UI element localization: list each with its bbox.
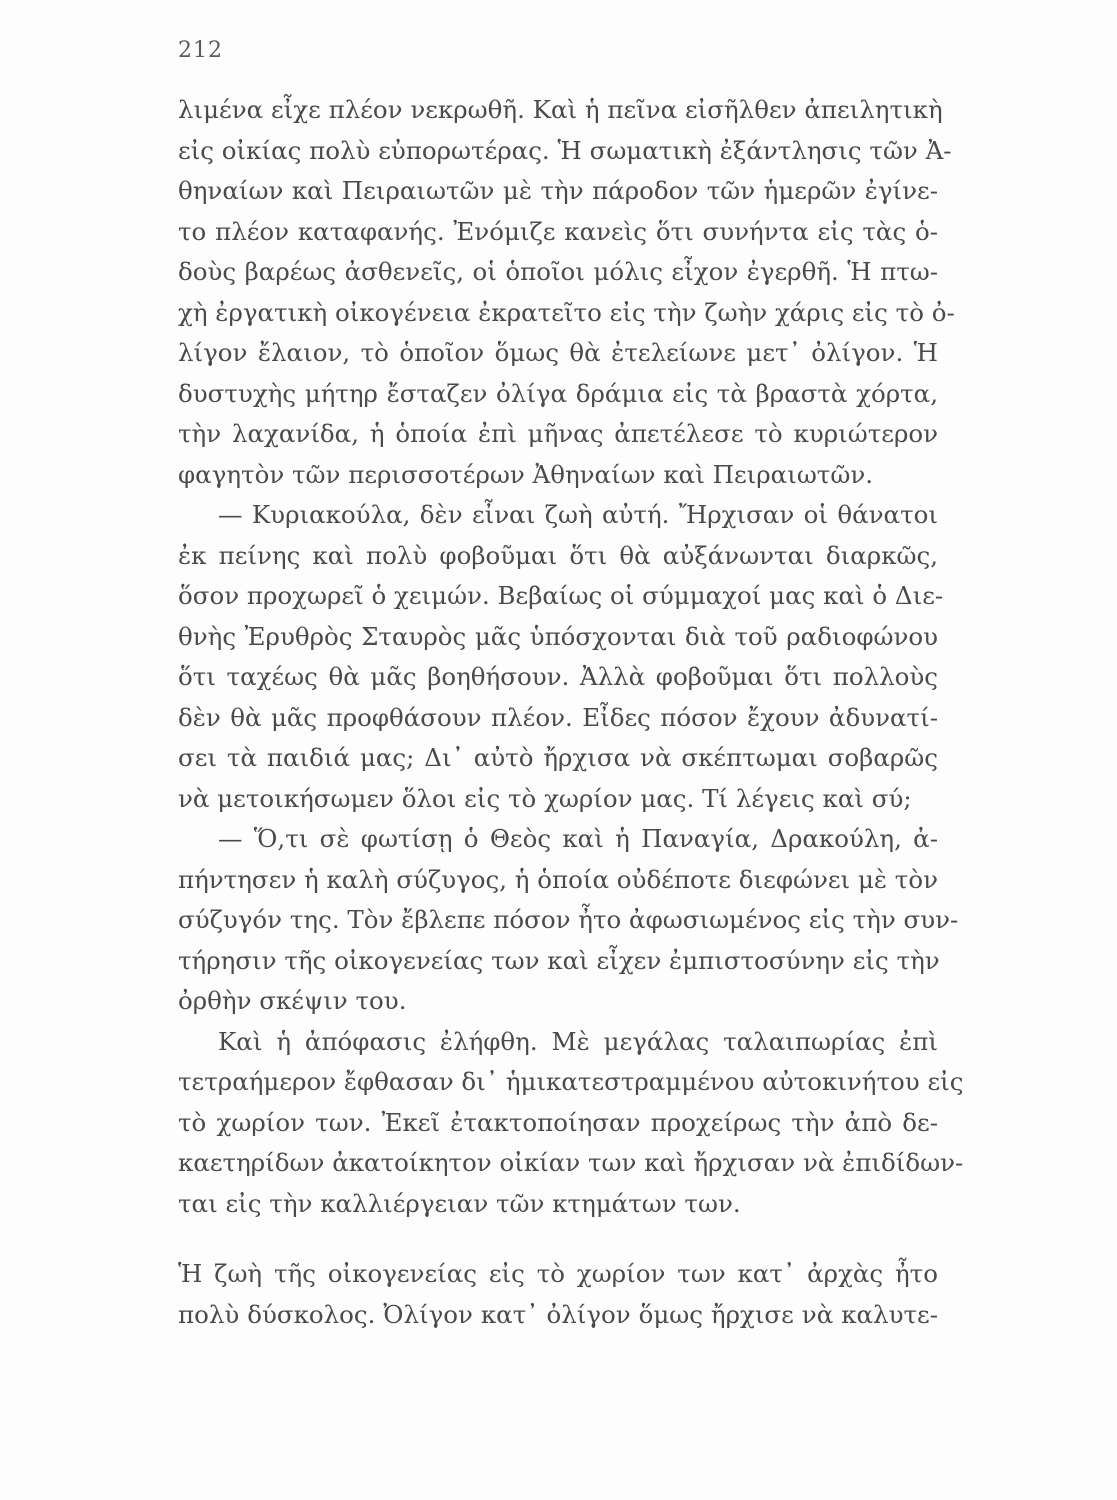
text-line: τὸ χωρίον των. Ἐκεῖ ἐτακτοποίησαν προχείρως τὴν ἀπὸ δε-: [178, 1107, 938, 1137]
text-line: δὲν θὰ μᾶς προφθάσουν πλέον. Εἶδες πόσον ἔχουν ἀδυνατί-: [178, 702, 938, 732]
text-line: πολὺ δύσκολος. Ὀλίγον κατ᾽ ὀλίγον ὅμως ἤρχισε νὰ καλυτε-: [178, 1299, 938, 1329]
text-line: εἰς οἰκίας πολὺ εὐπορωτέρας. Ἡ σωματικὴ ἐξάντλησις τῶν Ἀ-: [178, 135, 952, 165]
text-line: Ἡ ζωὴ τῆς οἰκογενείας εἰς τὸ χωρίον των κατ᾽ ἀρχὰς ἦτο: [178, 1259, 938, 1288]
text-line: ται εἰς τὴν καλλιέργειαν τῶν κτημάτων των.: [178, 1188, 741, 1218]
text-line: νὰ μετοικήσωμεν ὅλοι εἰς τὸ χωρίον μας. Τί λέγεις καὶ σύ;: [178, 783, 912, 813]
text-line: θηναίων καὶ Πειραιωτῶν μὲ τὴν πάροδον τῶν ἡμερῶν ἐγίνε-: [178, 176, 938, 205]
text-line: τήρησιν τῆς οἰκογενείας των καὶ εἶχεν ἐμπιστοσύνην εἰς τὴν: [178, 945, 940, 975]
text-line: τὴν λαχανίδα, ἡ ὁποία ἐπὶ μῆνας ἀπετέλεσε τὸ κυριώτερον: [178, 419, 938, 448]
text-line: φαγητὸν τῶν περισσοτέρων Ἀθηναίων καὶ Πειραιωτῶν.: [178, 459, 874, 489]
text-line: ὅτι ταχέως θὰ μᾶς βοηθήσουν. Ἀλλὰ φοβοῦμαι ὅτι πολλοὺς: [178, 662, 938, 691]
text-line: ὀρθὴν σκέψιν του.: [178, 986, 407, 1015]
page-number: 212: [178, 38, 223, 63]
text-line: καετηρίδων ἀκατοίκητον οἰκίαν των καὶ ἤρχισαν νὰ ἐπιδίδων-: [178, 1148, 964, 1177]
paragraph-gap: [178, 1224, 938, 1254]
text-line: ὅσον προχωρεῖ ὁ χειμών. Βεβαίως οἱ σύμμαχοί μας καὶ ὁ Διε-: [178, 581, 944, 610]
text-line: δυστυχὴς μήτηρ ἔσταζεν ὀλίγα δράμια εἰς τὰ βραστὰ χόρτα,: [178, 378, 938, 408]
text-line: πήντησεν ἡ καλὴ σύζυγος, ἡ ὁποία οὐδέποτε διεφώνει μὲ τὸν: [178, 864, 939, 894]
text-line: τετραήμερον ἔφθασαν δι᾽ ἡμικατεστραμμένου αὐτοκινήτου εἰς: [178, 1067, 964, 1096]
text-line: το πλέον καταφανής. Ἐνόμιζε κανεὶς ὅτι συνήντα εἰς τὰς ὁ-: [178, 216, 938, 246]
body-text: [178, 90, 964, 1335]
text-line: — Ὅ,τι σὲ φωτίσῃ ὁ Θεὸς καὶ ἡ Παναγία, Δρακούλη, ἀ-: [218, 824, 938, 853]
text-line: δοὺς βαρέως ἀσθενεῖς, οἱ ὁποῖοι μόλις εἶχον ἐγερθῆ. Ἡ πτω-: [178, 257, 938, 286]
text-line: Καὶ ἡ ἀπόφασις ἐλήφθη. Μὲ μεγάλας ταλαιπωρίας ἐπὶ: [218, 1026, 938, 1056]
text-line: θνὴς Ἐρυθρὸς Σταυρὸς μᾶς ὑπόσχονται διὰ τοῦ ραδιοφώνου: [178, 621, 938, 651]
text-line: λιμένα εἶχε πλέον νεκρωθῆ. Καὶ ἡ πεῖνα εἰσῆλθεν ἀπειλητικὴ: [178, 95, 943, 124]
text-line: — Κυριακούλα, δὲν εἶναι ζωὴ αὐτή. Ἤρχισαν οἱ θάνατοι: [218, 500, 938, 529]
text-line: ἐκ πείνης καὶ πολὺ φοβοῦμαι ὅτι θὰ αὐξάνωνται διαρκῶς,: [178, 540, 938, 570]
text-line: σύζυγόν της. Τὸν ἔβλεπε πόσον ἦτο ἀφωσιωμένος εἰς τὴν συν-: [178, 905, 959, 934]
text-line: λίγον ἔλαιον, τὸ ὁποῖον ὅμως θὰ ἐτελείωνε μετ᾽ ὀλίγον. Ἡ: [178, 338, 938, 367]
text-line: σει τὰ παιδιά μας; Δι᾽ αὐτὸ ἤρχισα νὰ σκέπτωμαι σοβαρῶς: [178, 743, 938, 772]
text-line: χὴ ἐργατικὴ οἰκογένεια ἐκρατεῖτο εἰς τὴν ζωὴν χάρις εἰς τὸ ὀ-: [178, 297, 955, 327]
